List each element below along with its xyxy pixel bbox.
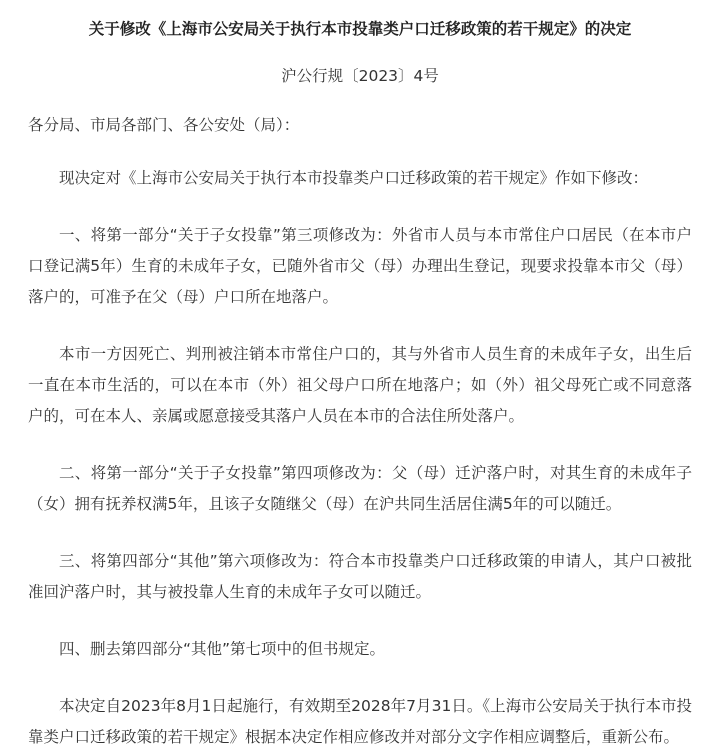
amendment-paragraph-2: 二、将第一部分“关于子女投靠”第四项修改为：父（母）迁沪落户时，对其生育的未成年子（女）拥有抚养权满5年，且该子女随继父（母）在沪共同生活居住满5年的可以随迁。 [28, 464, 692, 513]
document-title: 关于修改《上海市公安局关于执行本市投靠类户口迁移政策的若干规定》的决定 [88, 20, 632, 38]
effective-date-paragraph: 本决定自2023年8月1日起施行，有效期至2028年7月31日。《上海市公安局关于执行本市投靠类户口迁移政策的若干规定》根据本决定作相应修改并对部分文字作相应调整后，重新公布。 [28, 697, 692, 746]
amendment-paragraph-3: 三、将第四部分“其他”第六项修改为：符合本市投靠类户口迁移政策的申请人，其户口被批准回沪落户时，其与被投靠人生育的未成年子女可以随迁。 [28, 552, 692, 601]
amendment-paragraph-1: 一、将第一部分“关于子女投靠”第三项修改为：外省市人员与本市常住户口居民（在本市户口登记满5年）生育的未成年子女，已随外省市父（母）办理出生登记，现要求投靠本市父（母）落户的，可准予在父（母）户口所在地落户。 [28, 226, 692, 306]
intro-paragraph: 现决定对《上海市公安局关于执行本市投靠类户口迁移政策的若干规定》作如下修改： [59, 169, 649, 187]
amendment-paragraph-1-supplement: 本市一方因死亡、判刑被注销本市常住户口的，其与外省市人员生育的未成年子女，出生后一直在本市生活的，可以在本市（外）祖父母户口所在地落户；如（外）祖父母死亡或不同意落户的，可在本人、亲属或愿意接受其落户人员在本市的合法住所处落户。 [28, 345, 692, 425]
addressee-line: 各分局、市局各部门、各公安处（局）： [28, 116, 300, 134]
amendment-paragraph-4: 四、删去第四部分“其他”第七项中的但书规定。 [59, 640, 386, 658]
document-number: 沪公行规〔2023〕4号 [281, 67, 439, 85]
